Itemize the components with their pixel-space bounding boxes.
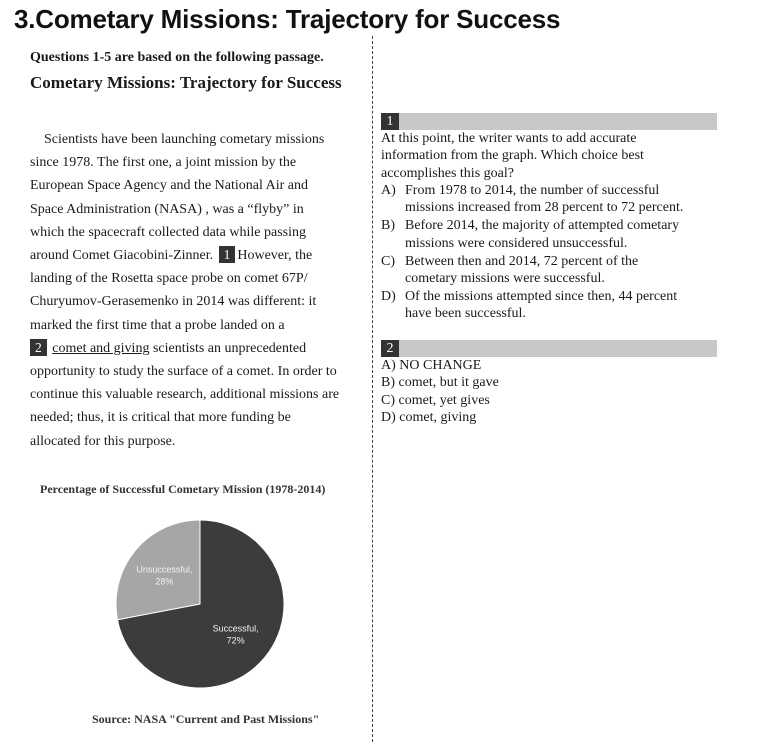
question-1-header [381, 113, 717, 130]
choice-text: Between then and 2014, 72 percent of the [405, 253, 639, 269]
passage-line: Scientists have been launching cometary missions [44, 132, 325, 147]
passage-body [30, 128, 370, 453]
chart-source: Source: NASA "Current and Past Missions" [92, 712, 320, 726]
passage-line: needed; thus, it is critical that more funding be [30, 410, 291, 426]
passage-line: landing of the Rosetta space probe on comet 67P/ [30, 271, 308, 287]
prompt-line: information from the graph. Which choice best [381, 148, 644, 164]
choice-letter: D) [381, 288, 396, 304]
passage-line: Space Administration (NASA) , was a “flyby” in [30, 201, 304, 217]
answer-choice-b[interactable] [381, 217, 721, 252]
chart-title: Percentage of Successful Cometary Mission (1978-2014) [40, 482, 326, 496]
slice-label-value: 28% [155, 576, 174, 587]
passage-line: European Space Agency and the National Air and [30, 178, 308, 194]
choice-letter: A) [381, 183, 396, 198]
answer-choice-a[interactable] [381, 182, 721, 217]
question-marker-1[interactable]: 1 [219, 246, 236, 263]
choice-text: missions increased from 28 percent to 72 percent. [405, 200, 684, 216]
passage-line: marked the first time that a probe landed on a [30, 317, 285, 333]
slice-label-name: Successful, [212, 623, 259, 634]
passage-line: which the spacecraft collected data while passing [30, 224, 306, 240]
choice-letter: B) [381, 218, 395, 234]
answer-choice-c[interactable]: C) comet, yet gives [381, 392, 490, 408]
prompt-line: At this point, the writer wants to add accurate [381, 131, 637, 146]
choice-text: have been successful. [405, 306, 526, 322]
slice-label-value: 72% [226, 635, 245, 646]
passage-text: However, the [237, 248, 313, 264]
passage-title: Cometary Missions: Trajectory for Success [30, 73, 342, 92]
answer-choice-a[interactable]: A) NO CHANGE [381, 358, 482, 373]
choice-text: missions were considered unsuccessful. [405, 235, 628, 251]
question-number: 1 [381, 113, 399, 130]
passage-line: opportunity to study the surface of a comet. In order to [30, 364, 337, 380]
passage-line [30, 337, 370, 360]
question-2-header [381, 340, 717, 357]
choice-text: cometary missions were successful. [405, 271, 605, 287]
answer-choice-d[interactable] [381, 288, 721, 323]
column-divider [372, 36, 373, 742]
underlined-phrase: comet and giving [52, 340, 150, 356]
question-marker-2[interactable]: 2 [30, 339, 47, 356]
passage-text: around Comet Giacobini-Zinner. [30, 248, 214, 264]
passage-intro: Questions 1-5 are based on the following passage. [30, 50, 324, 65]
passage-line: continue this valuable research, additional missions are [30, 387, 340, 403]
pie-chart [30, 480, 340, 710]
slice-label-name: Unsuccessful, [136, 564, 193, 575]
passage-line: Churyumov-Gerasemenko in 2014 was different: it [30, 294, 317, 310]
page-title: 3.Cometary Missions: Trajectory for Success [14, 4, 561, 34]
answer-choice-d[interactable]: D) comet, giving [381, 410, 477, 426]
choice-text: Before 2014, the majority of attempted cometary [405, 218, 680, 234]
choice-letter: C) [381, 253, 395, 269]
answer-choice-c[interactable] [381, 253, 721, 288]
prompt-line: accomplishes this goal? [381, 165, 514, 181]
passage-text: scientists an unprecedented [152, 340, 307, 356]
passage-line: allocated for this purpose. [30, 433, 176, 449]
question-number: 2 [381, 340, 399, 357]
question-2-choices [381, 357, 721, 427]
answer-choice-b[interactable]: B) comet, but it gave [381, 375, 499, 391]
question-1-prompt [381, 130, 711, 182]
passage-line [30, 244, 370, 267]
choice-text: From 1978 to 2014, the number of successful [405, 183, 660, 198]
choice-text: Of the missions attempted since then, 44 percent [405, 288, 678, 304]
question-1-choices [381, 182, 721, 323]
passage-line: since 1978. The first one, a joint mission by the [30, 155, 297, 171]
